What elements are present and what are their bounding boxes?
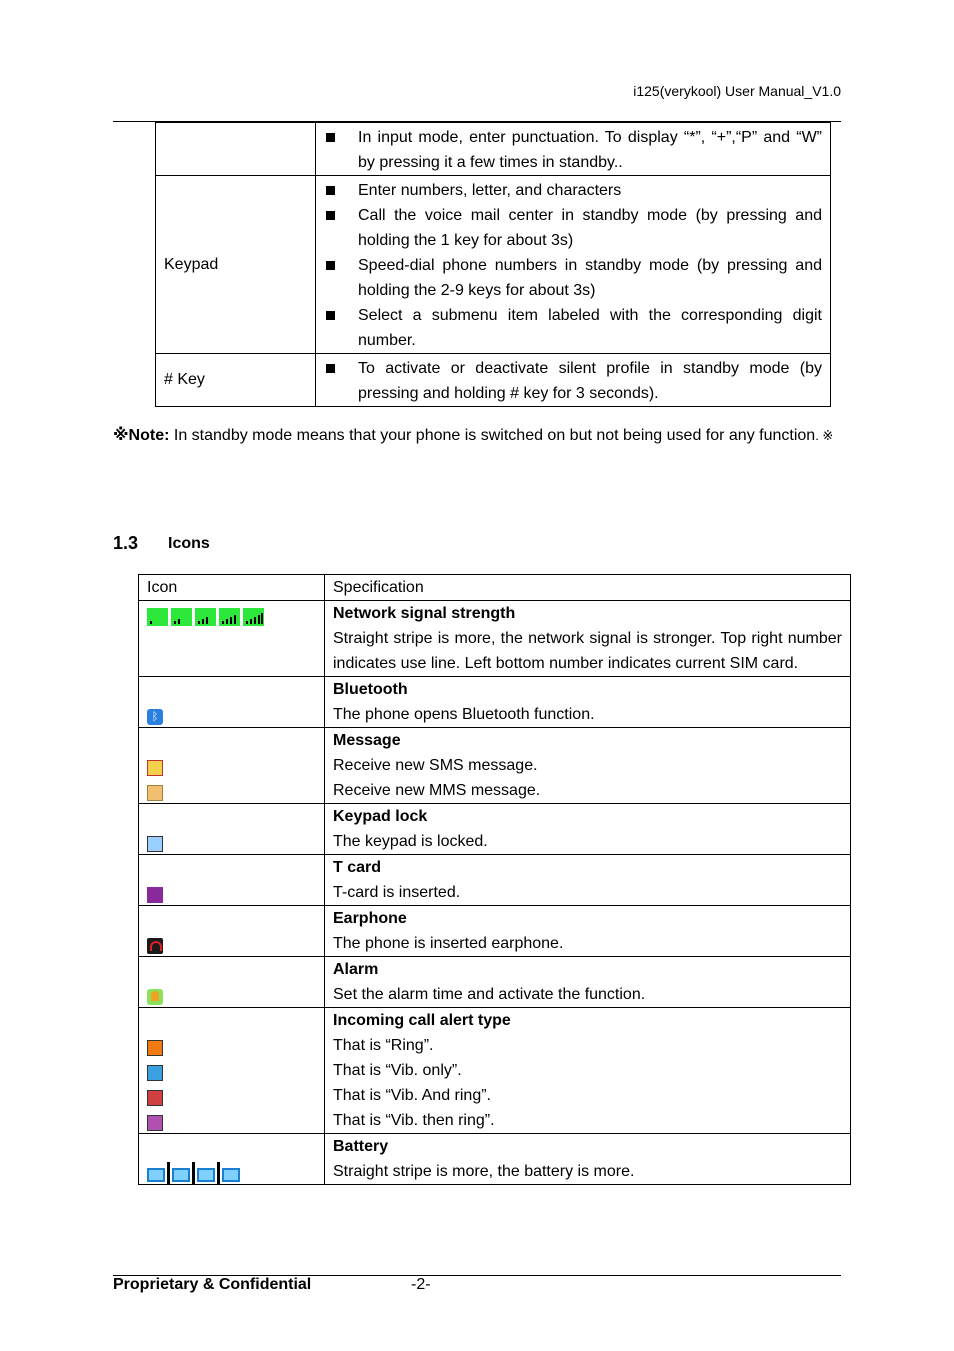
table-row — [156, 123, 831, 176]
spec-line: The phone opens Bluetooth function. — [333, 706, 595, 723]
spec-cell — [325, 1134, 851, 1185]
spec-line: Set the alarm time and activate the function. — [333, 986, 646, 1003]
table-row — [139, 804, 851, 855]
spec-line: T-card is inserted. — [333, 884, 461, 901]
spec-title: Message — [333, 732, 401, 749]
spec-title: Incoming call alert type — [333, 1012, 511, 1029]
list-item: Speed-dial phone numbers in standby mode (by pressing and holding the 2-9 keys for about 3s) — [324, 253, 822, 303]
section-title: Icons — [168, 535, 210, 552]
page-number: -2- — [411, 1276, 431, 1293]
list-item: Enter numbers, letter, and characters — [324, 178, 822, 203]
key-description-cell — [316, 176, 831, 354]
earphone-icon — [147, 938, 163, 954]
note-paragraph — [113, 421, 842, 451]
icon-cell — [139, 957, 325, 1008]
t-card-icon — [147, 887, 163, 903]
alarm-icon — [147, 989, 163, 1005]
spec-line: That is “Vib. And ring”. — [333, 1087, 491, 1104]
note-text: In standby mode means that your phone is switched on but not being used for any function — [169, 427, 816, 444]
key-function-table — [155, 122, 831, 407]
icon-cell — [139, 1134, 325, 1185]
spec-title: Battery — [333, 1138, 389, 1155]
icon-cell — [139, 804, 325, 855]
note-label: ※Note: — [113, 427, 170, 444]
spec-title: Network signal strength — [333, 605, 516, 622]
spec-title: T card — [333, 859, 382, 876]
note-end: . ※ — [815, 428, 834, 443]
spec-line: Receive new MMS message. — [333, 782, 541, 799]
spec-cell — [325, 855, 851, 906]
spec-title: Bluetooth — [333, 681, 408, 698]
table-row — [139, 1008, 851, 1134]
ring-icon — [147, 1040, 163, 1056]
icon-cell — [139, 1008, 325, 1134]
bluetooth-icon: ᛒ — [147, 709, 163, 725]
keypad-lock-icon — [147, 836, 163, 852]
spec-line: Straight stripe is more, the battery is more. — [333, 1163, 635, 1180]
list-item: To activate or deactivate silent profile in standby mode (by pressing and holding # key for 3 seconds). — [324, 356, 822, 406]
table-row — [139, 906, 851, 957]
section-number: 1.3 — [113, 533, 139, 553]
table-row — [139, 855, 851, 906]
spec-title: Alarm — [333, 961, 379, 978]
spec-cell — [325, 601, 851, 677]
icon-cell — [139, 601, 325, 677]
key-description-cell — [316, 123, 831, 176]
icon-cell — [139, 906, 325, 957]
table-row — [139, 957, 851, 1008]
spec-cell — [325, 677, 851, 728]
key-name-cell — [156, 123, 316, 176]
icon-cell — [139, 728, 325, 804]
mms-icon — [147, 785, 163, 801]
column-header-icon: Icon — [139, 575, 325, 601]
header-title: i125(verykool) User Manual_V1.0 — [633, 83, 841, 99]
list-item: Select a submenu item labeled with the corresponding digit number. — [324, 303, 822, 353]
spec-line: Straight stripe is more, the network signal is stronger. Top right number indicates use line. Left bottom number indicates current SIM card. — [333, 630, 842, 672]
icons-table — [138, 574, 851, 1185]
table-row — [139, 728, 851, 804]
battery-icon — [147, 1162, 240, 1184]
spec-cell — [325, 804, 851, 855]
spec-line: The keypad is locked. — [333, 833, 488, 850]
icon-cell — [139, 855, 325, 906]
spec-line: That is “Vib. only”. — [333, 1062, 462, 1079]
table-row — [139, 601, 851, 677]
footer-confidential: Proprietary & Confidential — [113, 1276, 312, 1293]
table-row — [139, 1134, 851, 1185]
vib-then-ring-icon — [147, 1115, 163, 1131]
key-name-cell: Keypad — [156, 176, 316, 354]
spec-cell — [325, 728, 851, 804]
table-row — [156, 176, 831, 354]
spec-line: Receive new SMS message. — [333, 757, 538, 774]
table-header-row — [139, 575, 851, 601]
list-item: In input mode, enter punctuation. To display “*”, “+”,“P” and “W” by pressing it a few times in standby.. — [324, 125, 822, 175]
spec-cell — [325, 957, 851, 1008]
vib-and-ring-icon — [147, 1090, 163, 1106]
spec-line: That is “Ring”. — [333, 1037, 434, 1054]
key-name-cell: # Key — [156, 354, 316, 407]
sms-icon — [147, 760, 163, 776]
icon-cell — [139, 677, 325, 728]
spec-cell — [325, 1008, 851, 1134]
table-row — [156, 354, 831, 407]
spec-title: Keypad lock — [333, 808, 428, 825]
spec-line: The phone is inserted earphone. — [333, 935, 564, 952]
spec-line: That is “Vib. then ring”. — [333, 1112, 495, 1129]
vib-only-icon — [147, 1065, 163, 1081]
spec-cell — [325, 906, 851, 957]
signal-icon — [147, 608, 264, 626]
key-description-cell — [316, 354, 831, 407]
spec-title: Earphone — [333, 910, 407, 927]
column-header-spec: Specification — [325, 575, 851, 601]
list-item: Call the voice mail center in standby mode (by pressing and holding the 1 key for about 3s) — [324, 203, 822, 253]
table-row — [139, 677, 851, 728]
